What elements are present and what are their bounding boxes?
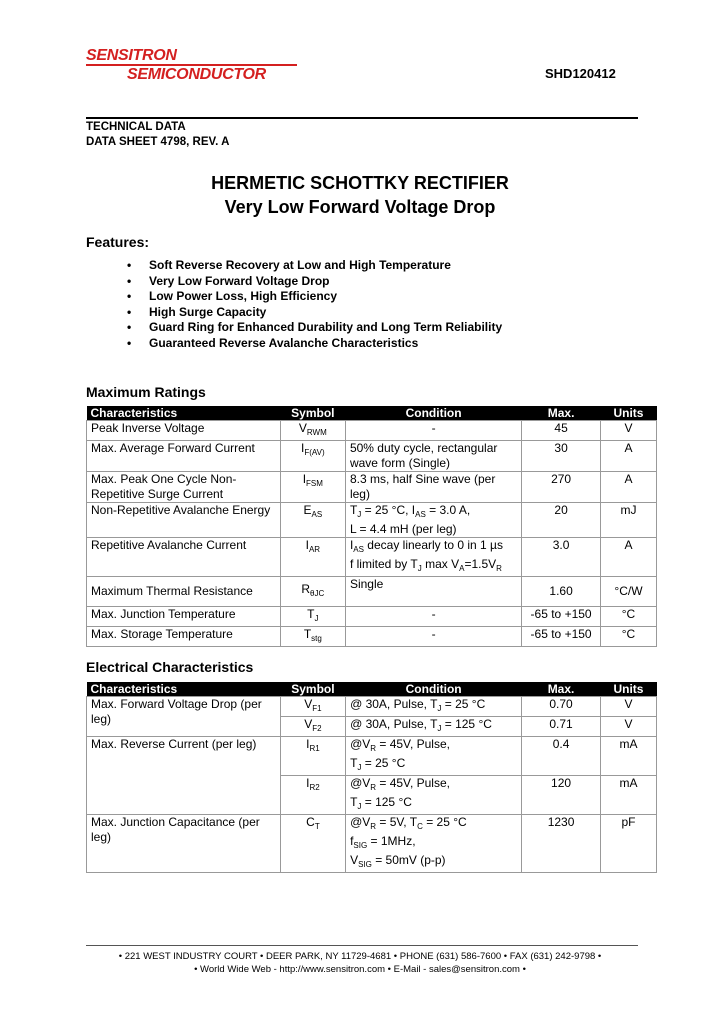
table-header-row [87, 406, 657, 421]
condition-cell: - [345, 627, 521, 647]
table-row [87, 577, 657, 607]
max-cell: 0.70 [522, 697, 601, 717]
features-heading: Features: [86, 234, 150, 250]
table-row [87, 421, 657, 441]
table-row [87, 441, 657, 472]
table-header-row [87, 682, 657, 697]
page-subtitle: Very Low Forward Voltage Drop [224, 197, 496, 217]
characteristic-cell: Maximum Thermal Resistance [87, 577, 281, 607]
feature-item: • Low Power Loss, High Efficiency [127, 289, 502, 305]
unit-cell: pF [600, 815, 656, 873]
unit-cell: mA [600, 737, 656, 776]
condition-cell: - [345, 421, 521, 441]
max-cell: 0.4 [522, 737, 601, 776]
characteristic-cell: Non-Repetitive Avalanche Energy [87, 503, 281, 538]
condition-cell: $@V_R = 45V$, Pulse, $T_J = 25$ °C [346, 737, 522, 776]
table-row [87, 815, 657, 873]
symbol-cell: $I_{F(AV)}$ [280, 441, 345, 472]
symbol-cell: $T_J$ [280, 607, 345, 627]
symbol-cell: $C_T$ [280, 815, 345, 873]
column-header: Characteristics [87, 406, 281, 421]
max-cell: 0.71 [522, 717, 601, 737]
max-ratings-heading: Maximum Ratings [86, 384, 206, 400]
condition-cell: $I_{AS}$ decay linearly to 0 in 1 µs f limited by $T_J$ $\max V_A=1.5V_R$ [345, 538, 521, 577]
symbol-cell: $I_{R2}$ [280, 776, 345, 815]
symbol-cell: $T_{stg}$ [280, 627, 345, 647]
max-cell: 45 [522, 421, 601, 441]
characteristic-cell: Max. Forward Voltage Drop (per leg) [87, 697, 281, 737]
column-header: Characteristics [87, 682, 281, 697]
max-cell: -65 to +150 [522, 627, 601, 647]
characteristic-cell: Max. Reverse Current (per leg) [87, 737, 281, 815]
max-cell: 20 [522, 503, 601, 538]
characteristic-cell: Max. Junction Temperature [87, 607, 281, 627]
data-sheet-label: DATA SHEET 4798, REV. A [86, 136, 230, 148]
page-title: HERMETIC SCHOTTKY RECTIFIER [211, 173, 509, 193]
table-row [87, 737, 657, 776]
feature-item: • Guard Ring for Enhanced Durability and Long Term Reliability [127, 320, 502, 336]
characteristic-cell: Max. Junction Capacitance (per leg) [87, 815, 281, 873]
column-header: Units [600, 682, 656, 697]
symbol-cell: $V_{F1}$ [280, 697, 345, 717]
column-header: Units [600, 406, 656, 421]
column-header: Max. [522, 682, 601, 697]
max-cell: -65 to +150 [522, 607, 601, 627]
symbol-cell: $I_{FSM}$ [280, 472, 345, 503]
unit-cell: A [600, 472, 656, 503]
characteristic-cell: Max. Storage Temperature [87, 627, 281, 647]
footer-address: • 221 WEST INDUSTRY COURT • DEER PARK, NY 11729-4681 • PHONE (631) 586-7600 • FAX (631) 242-9798 • [118, 951, 602, 962]
features-list [127, 258, 502, 351]
feature-item: • Soft Reverse Recovery at Low and High Temperature [127, 258, 502, 274]
symbol-cell: $R_{\theta JC}$ [280, 577, 345, 607]
feature-item: • High Surge Capacity [127, 305, 502, 321]
footer-contact: • World Wide Web - http://www.sensitron.com • E-Mail - sales@sensitron.com • [194, 964, 526, 975]
symbol-cell: $I_{R1}$ [280, 737, 345, 776]
column-header: Symbol [280, 406, 345, 421]
characteristic-cell: Repetitive Avalanche Current [87, 538, 281, 577]
max-cell: 30 [522, 441, 601, 472]
table-row [87, 503, 657, 538]
max-cell: 1230 [522, 815, 601, 873]
part-number: SHD120412 [545, 66, 616, 81]
feature-item: • Very Low Forward Voltage Drop [127, 274, 502, 290]
characteristic-cell: Max. Average Forward Current [87, 441, 281, 472]
condition-cell: 50% duty cycle, rectangular wave form (Single) [345, 441, 521, 472]
table-row [87, 607, 657, 627]
unit-cell: mJ [600, 503, 656, 538]
condition-cell: $@V_R = 45V$, Pulse, $T_J = 125$ °C [346, 776, 522, 815]
max-cell: 270 [522, 472, 601, 503]
footer-rule [86, 945, 638, 946]
condition-cell: - [345, 607, 521, 627]
unit-cell: A [600, 538, 656, 577]
table-row [87, 472, 657, 503]
table-row [87, 538, 657, 577]
header-rule [86, 117, 638, 119]
feature-item: • Guaranteed Reverse Avalanche Characteristics [127, 336, 502, 352]
symbol-cell: $I_{AR}$ [280, 538, 345, 577]
unit-cell: V [600, 421, 656, 441]
electrical-table [86, 682, 657, 873]
technical-data-label: TECHNICAL DATA [86, 121, 186, 133]
condition-cell: Single [345, 577, 521, 607]
max-ratings-table [86, 406, 657, 647]
max-cell: 120 [522, 776, 601, 815]
unit-cell: °C/W [600, 577, 656, 607]
brand-name-line1: SENSITRON [86, 47, 177, 64]
max-cell: 1.60 [522, 577, 601, 607]
column-header: Symbol [280, 682, 345, 697]
condition-cell: @ 30A, Pulse, $T_J = 125$ °C [346, 717, 522, 737]
unit-cell: A [600, 441, 656, 472]
column-header: Condition [346, 682, 522, 697]
column-header: Max. [522, 406, 601, 421]
unit-cell: °C [600, 607, 656, 627]
brand-name-line2: SEMICONDUCTOR [127, 66, 266, 83]
unit-cell: mA [600, 776, 656, 815]
characteristic-cell: Max. Peak One Cycle Non-Repetitive Surge Current [87, 472, 281, 503]
condition-cell: $@V_R = 5V$, $T_C = 25$ °C $f_{SIG} = 1MHz$, $V_{SIG} = 50mV$ (p-p) [346, 815, 522, 873]
unit-cell: V [600, 717, 656, 737]
table-row [87, 697, 657, 717]
table-row [87, 627, 657, 647]
max-cell: 3.0 [522, 538, 601, 577]
column-header: Condition [345, 406, 521, 421]
unit-cell: °C [600, 627, 656, 647]
condition-cell: $T_J = 25$ °C, $I_{AS} = 3.0$ A, L = 4.4 mH (per leg) [345, 503, 521, 538]
symbol-cell: $V_{RWM}$ [280, 421, 345, 441]
characteristic-cell: Peak Inverse Voltage [87, 421, 281, 441]
condition-cell: @ 30A, Pulse, $T_J = 25$ °C [346, 697, 522, 717]
unit-cell: V [600, 697, 656, 717]
condition-cell: 8.3 ms, half Sine wave (per leg) [345, 472, 521, 503]
electrical-heading: Electrical Characteristics [86, 659, 254, 675]
symbol-cell: $V_{F2}$ [280, 717, 345, 737]
symbol-cell: $E_{AS}$ [280, 503, 345, 538]
